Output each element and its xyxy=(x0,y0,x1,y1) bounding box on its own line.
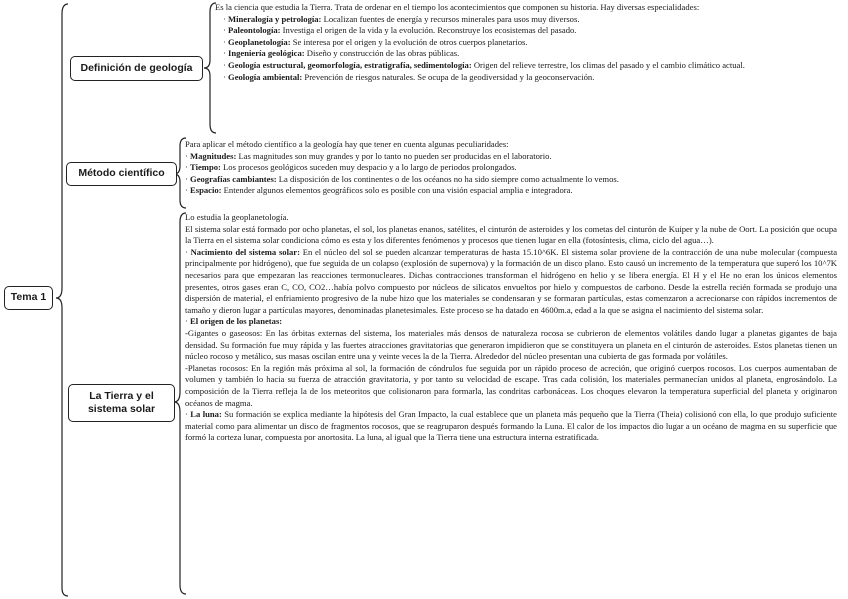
metodo-intro: Para aplicar el método científico a la geología hay que tener en cuenta algunas peculiaridades: xyxy=(185,139,509,149)
list-item: · Geología ambiental: Prevención de riesgos naturales. Se ocupa de la geodiversidad y la geoconservación. xyxy=(223,71,595,82)
list-item: · Magnitudes: Las magnitudes son muy grandes y por lo tanto no pueden ser producidas en el laboratorio. xyxy=(185,150,552,161)
gigantes-paragraph: -Gigantes o gaseosos: En las órbitas externas del sistema, los materiales más densos de naturaleza rocosa se cubrieron de elementos volátiles dando lugar a planetas gigantes de baja densidad. Su formación fue muy rápida y las fuertes atracciones gravitatorias que generaron impidieron que se constituyera un planeta en el cinturón de asteroides. Estos planetas tienen un núcleo rocoso y metálico, sus masas oscilan entre una y veinte veces la de la Tierra. Alrededor del núcleo presentan una cubierta de gas formada por volátiles. xyxy=(185,327,837,362)
tierra-p2: El sistema solar está formado por ocho planetas, el sol, los planetas enanos, satélites, el cinturón de asteroides y los cometas del cinturón de Kuiper y la nube de Oort. La posición que ocupa la Tierra en el sistema solar condiciona cómo es esta y los diferentes fenómenos y procesos que tienen lugar en ella (fotosíntesis, clima, ciclo del agua…). xyxy=(185,223,837,246)
node-tierra-label: La Tierra y el sistema solar xyxy=(87,389,156,415)
list-item: · Espacio: Entender algunos elementos geográficos solo es posible con una visión espacial amplia e integradora. xyxy=(185,185,573,196)
rocosos-paragraph: -Planetas rocosos: En la región más próxima al sol, la formación de cóndrulos fue seguida por un rápido proceso de acreción, que originó cuerpos rocosos. Los cuerpos aumentaban de volumen y también lo hacia su fuerza de atracción gravitatoria, y por tanto su velocidad de escape. Tras cada colisión, los materiales permanecían unidos al planeta, engrosándolo. La composición de la Tierra refleja la de los meteoritos que colisionaron para formarla, las condritas carbonáceas. Los choques elevaron la temperatura superficial del planeta y originaron océanos de magma. xyxy=(185,362,837,408)
list-item: · Paleontología: Investiga el origen de la vida y la evolución. Reconstruye los ecosistemas del pasado. xyxy=(223,25,577,36)
node-definicion-label: Definición de geología xyxy=(80,61,193,74)
origen-heading: · El origen de los planetas: xyxy=(185,316,283,327)
luna-text: Su formación se explica mediante la hipótesis del Gran Impacto, la cual establece que un planeta más pequeño que la Tierra (Theia) colisionó con ella, lo que produjo suficiente material como para alimentar un disco de fragmentos rocosos, que se reagruparon después formando la Luna. El calor de los impactos dio lugar a un océano de magma en su superficie que formó la corteza lunar, compuesta por anortosita. La luna, al igual que la Tierra tiene una estructura interna estratificada. xyxy=(185,409,837,443)
list-item: · Mineralogía y petrología: Localizan fuentes de energía y recursos minerales para usos muy diversos. xyxy=(223,13,580,24)
nacimiento-term: Nacimiento del sistema solar: xyxy=(190,246,300,257)
list-item: · Tiempo: Los procesos geológicos suceden muy despacio y a lo largo de periodos prolongados. xyxy=(185,162,517,173)
node-definicion-geologia[interactable] xyxy=(70,56,203,81)
definicion-intro: Es la ciencia que estudia la Tierra. Trata de ordenar en el tiempo los acontecimientos que componen su historia. Hay diversas especialidades: xyxy=(215,2,700,12)
list-item: · Geoplanetología: Se interesa por el origen y la evolución de otros cuerpos planetarios. xyxy=(223,36,528,47)
list-item: · Ingeniería geológica: Diseño y construcción de las obras públicas. xyxy=(223,48,460,59)
node-tierra-sistema-solar[interactable] xyxy=(68,384,175,422)
list-item: · Geografías cambiantes: La disposición de los continentes o de los océanos no ha sido siempre como actualmente lo vemos. xyxy=(185,173,619,184)
luna-term: La luna: xyxy=(190,409,222,420)
root-node-label: Tema 1 xyxy=(10,291,47,304)
definicion-content xyxy=(215,2,837,83)
nacimiento-paragraph: · Nacimiento del sistema solar: En el núcleo del sol se pueden alcanzar temperaturas de hasta 15.10^6K. El sistema solar proviene de la contracción de una nube molecular (compuesta principalmente por hidrógeno), que fue seguida de un colapso (explosión de supernova) y la formación de un disco plano. Esto causó un incremento de la temperatura que superó los 10^7K necesarios para que empezaran las reacciones termonucleares. Dichas contracciones transforman el hidrógeno en helio y se libera energía. El H y el He no eran los únicos elementos presentes, otros gases eran C, CO, CO2…había polvo compuesto por núcleos de silicatos envueltos por hielo y compuestos de carbono. Desde la estrella recién formada se produjo una dispersión de material, el enfriamiento progresivo de la nube hizo que los materiales se condensaran y se formaran partículas, estas comenzaron a acrecionarse con rápidos incrementos de tamaño y dieron lugar a partículas mayores, denominadas planetesimales. Este proceso se ha datado en 4600m.a, edad a la que se asigna el nacimiento del sistema solar. xyxy=(185,246,838,315)
tierra-p1: Lo estudia la geoplanetología. xyxy=(185,212,289,222)
nacimiento-text: En el núcleo del sol se pueden alcanzar temperaturas de hasta 15.10^6K. El sistema solar proviene de la contracción de una nube molecular (compuesta principalmente por hidrógeno), que fue seguida de un colapso (explosión de supernova) y la formación de un disco plano. Esto causó un incremento de la temperatura que superó los 10^7K necesarios para que empezaran las reacciones termonucleares. Dichas contracciones transforman el hidrógeno en helio y se libera energía. El H y el He no eran los únicos elementos presentes, otros gases eran C, CO, CO2…había polvo compuesto por núcleos de silicatos envueltos por hielo y compuestos de carbono. Desde la estrella recién formada se produjo una dispersión de material, el enfriamiento progresivo de la nube hizo que los materiales se condensaran y se formaran partículas, estas comenzaron a acrecionarse con rápidos incrementos de tamaño y dieron lugar a partículas mayores, denominadas planetesimales. Este proceso se ha datado en 4600m.a, edad a la que se asigna el nacimiento del sistema solar. xyxy=(185,246,838,315)
luna-paragraph: · La luna: Su formación se explica mediante la hipótesis del Gran Impacto, la cual establece que un planeta más pequeño que la Tierra (Theia) colisionó con ella, lo que produjo suficiente material como para alimentar un disco de fragmentos rocosos, que se reagruparon después formando la Luna. El calor de los impactos dio lugar a un océano de magma en su superficie que formó la corteza lunar, compuesta por anortosita. La luna, al igual que la Tierra tiene una estructura interna estratificada. xyxy=(185,409,837,443)
metodo-content xyxy=(185,139,837,197)
node-metodo-cientifico[interactable] xyxy=(66,162,177,186)
root-node-tema-1[interactable] xyxy=(4,286,53,310)
node-metodo-label: Método científico xyxy=(78,167,165,180)
list-item: · Geología estructural, geomorfología, estratigrafía, sedimentología: Origen del relieve terrestre, los climas del pasado y el cambio climático actual. xyxy=(223,59,745,70)
tierra-content xyxy=(185,212,837,444)
